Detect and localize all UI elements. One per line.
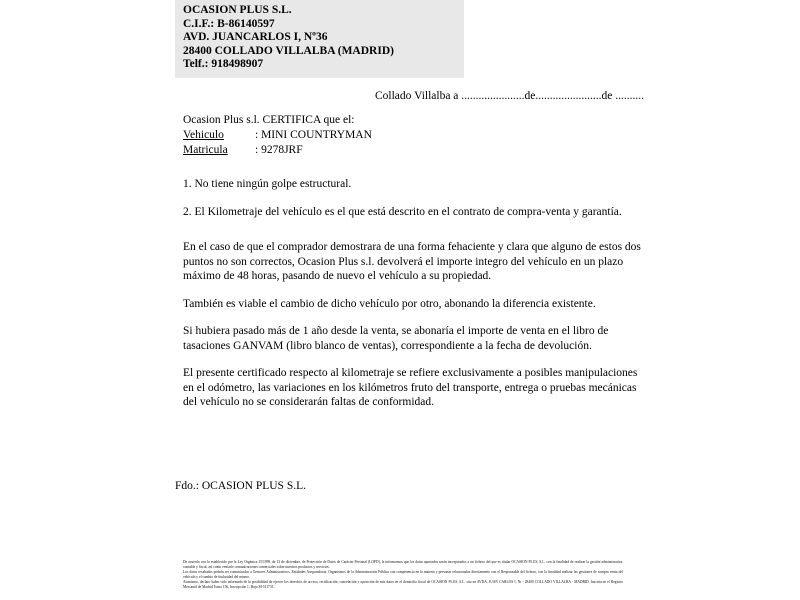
company-city: 28400 COLLADO VILLALBA (MADRID) [183,44,394,57]
certifica-block [183,113,372,158]
legal-paragraph: Asimismo, declaro haber sido informado de la posibilidad de ejercer los derechos de acceso, rectificación, cancelación y oposición de mis datos en el domicilio fiscal de OCASION PLUS, S.L. sito en AVDA. JUAN CARLOS I, Nr - 28400 COLLADO VILLALBA - MADRID. Inscrita en el Registro Mercantil de Madrid Tomo 156, Inscripción 1, Hoja M-511731. [183,580,623,589]
paragraph: En el caso de que el comprador demostrara de una forma fehaciente y clara que alguno de estos dos puntos no son correctos, Ocasion Plus s.l. devolverá el importe integro del vehículo en un plazo máximo de 48 horas, pasando de nuevo el vehículo a su propiedad. [183,241,641,282]
legal-paragraph: De acuerdo con lo establecido por la Ley Orgánica 15/1999, de 13 de diciembre, de Protección de Datos de Carácter Personal (LOPD), le informamos que los datos aportados serán incorporados a un fichero del que es titular OCASION PLUS, S.L. con la finalidad de realizar la gestión administrativa, contable y fiscal, así como enviarle comunicaciones comerciales sobre nuestros productos y servicios. [183,560,623,569]
company-header [175,0,464,78]
points-list [183,177,653,233]
matricula-label: Matricula [183,144,228,156]
point-item: 1. No tiene ningún golpe estructural. [183,178,352,190]
company-name: OCASION PLUS S.L. [183,4,292,16]
body-paragraphs [183,240,643,423]
legal-footer [183,560,623,591]
signature-line: Fdo.: OCASION PLUS S.L. [175,480,306,492]
vehiculo-value: : MINI COUNTRYMAN [255,129,372,141]
certifica-intro: Ocasion Plus s.l. CERTIFICA que el: [183,114,355,126]
date-line: Collado Villalba a ......................de.......................de .......... [375,90,644,102]
paragraph: El presente certificado respecto al kilometraje se refiere exclusivamente a posibles manipulaciones en el odómetro, las variaciones en los kilómetros fruto del transporte, entrega o pruebas mecánicas del vehículo no se considerarán faltas de conformidad. [183,367,638,408]
legal-paragraph: Los datos recabados podrán ser comunicados a Gestores Administrativos, Entidades Aseguradoras, Organismos de la Administración Pública con competencia en la materia y personas relacionadas directamente con el Responsable del fichero, con la finalidad realizar las gestiones de compra venta del vehículo y el cambio de titularidad del mismo. [183,570,623,579]
company-phone: Telf.: 918498907 [183,58,264,70]
point-item: 2. El Kilometraje del vehículo es el que está descrito en el contrato de compra-venta y garantía. [183,206,622,218]
vehiculo-label: Vehiculo [183,129,224,141]
company-address: AVD. JUANCARLOS I, Nº36 [183,31,328,43]
company-cif: C.I.F.: B-86140597 [183,17,275,30]
matricula-row [183,143,372,158]
paragraph: Si hubiera pasado más de 1 año desde la venta, se abonaría el importe de venta en el libro de tasaciones GANVAM (libro blanco de ventas), correspondiente a la fecha de devolución. [183,325,609,352]
matricula-value: : 9278JRF [255,144,303,156]
paragraph: También es viable el cambio de dicho vehículo por otro, abonando la diferencia existente. [183,297,596,310]
vehiculo-row [183,128,372,143]
